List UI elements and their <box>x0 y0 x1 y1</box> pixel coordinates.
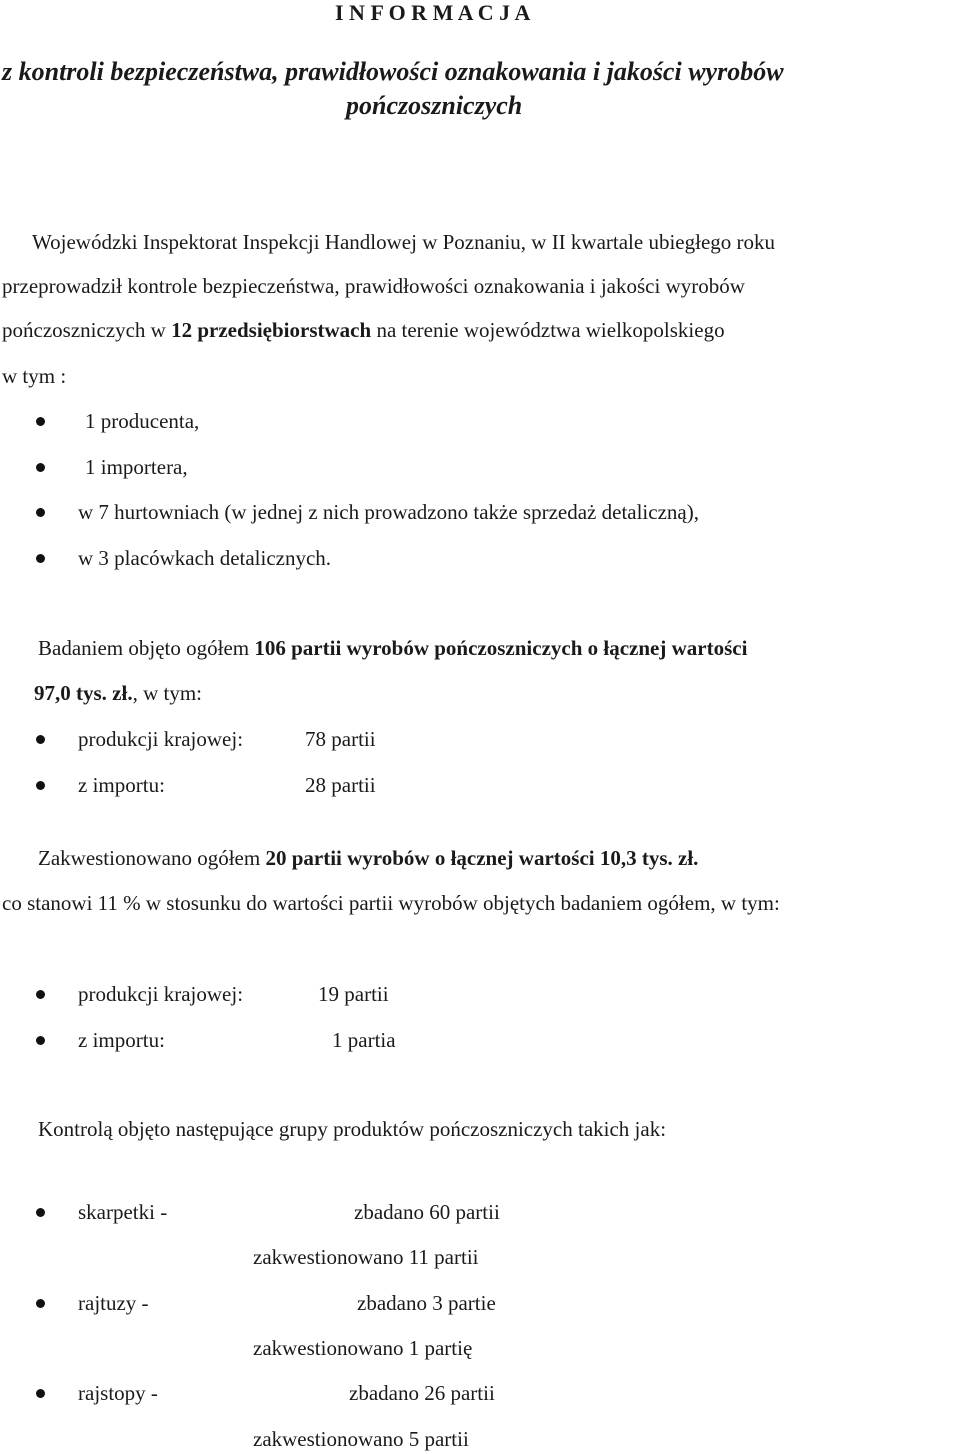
group-questioned: zakwestionowano 11 partii <box>253 1245 479 1269</box>
questioned-line-2: co stanowi 11 % w stosunku do wartości partii wyrobów objętych badaniem ogółem, w tym: <box>2 891 780 915</box>
intro-text: pończoszniczych w <box>2 318 172 342</box>
tested-import-value: 28 partii <box>305 773 376 797</box>
groups-intro: Kontrolą objęto następujące grupy produktów pończoszniczych takich jak: <box>38 1117 667 1141</box>
intro-line-2: przeprowadził kontrole bezpieczeństwa, prawidłowości oznakowania i jakości wyrobów <box>2 274 745 298</box>
tested-line-1 <box>38 635 747 661</box>
entity-item: w 3 placówkach detalicznych. <box>78 546 332 570</box>
intro-enterprises-count: 12 przedsiębiorstwach <box>171 318 372 342</box>
bullet <box>36 781 45 790</box>
group-questioned: zakwestionowano 1 partię <box>253 1336 473 1360</box>
bullet <box>36 1299 45 1308</box>
tested-text: Badaniem objęto ogółem <box>38 636 255 660</box>
intro-line-3 <box>2 317 725 343</box>
group-tested: zbadano 60 partii <box>354 1200 500 1224</box>
tested-domestic-value: 78 partii <box>305 727 376 751</box>
questioned-text: Zakwestionowano ogółem <box>38 846 266 870</box>
heading-line-2: pończoszniczych <box>346 91 523 120</box>
intro-region: na terenie województwa wielkopolskiego <box>371 318 725 342</box>
group-name: rajtuzy - <box>78 1291 149 1315</box>
group-tested: zbadano 26 partii <box>349 1381 495 1405</box>
bullet <box>36 1208 45 1217</box>
tested-value: 97,0 tys. zł. <box>34 681 133 705</box>
document-title: I N F O R M A C J A <box>335 0 531 25</box>
bullet <box>36 735 45 744</box>
tested-suffix: , w tym: <box>132 681 202 705</box>
questioned-line-1 <box>38 845 698 871</box>
bullet <box>36 1036 45 1045</box>
group-name: skarpetki - <box>78 1200 168 1224</box>
bullet <box>36 1389 45 1398</box>
intro-line-1: Wojewódzki Inspektorat Inspekcji Handlowej w Poznaniu, w II kwartale ubiegłego roku <box>32 230 776 254</box>
entity-item: w 7 hurtowniach (w jednej z nich prowadzono także sprzedaż detaliczną), <box>78 500 699 524</box>
bullet <box>36 463 45 472</box>
questioned-domestic-value: 19 partii <box>318 982 389 1006</box>
questioned-import-value: 1 partia <box>332 1028 396 1052</box>
intro-line-4: w tym : <box>2 364 67 388</box>
tested-line-2 <box>34 680 202 706</box>
bullet <box>36 990 45 999</box>
questioned-import-label: z importu: <box>78 1028 165 1052</box>
group-questioned: zakwestionowano 5 partii <box>253 1427 469 1451</box>
tested-import-label: z importu: <box>78 773 165 797</box>
tested-domestic-label: produkcji krajowej: <box>78 727 244 751</box>
heading-line-1: z kontroli bezpieczeństwa, prawidłowości oznakowania i jakości wyrobów <box>2 57 784 86</box>
questioned-domestic-label: produkcji krajowej: <box>78 982 244 1006</box>
group-name: rajstopy - <box>78 1381 158 1405</box>
bullet <box>36 508 45 517</box>
tested-summary: 106 partii wyrobów pończoszniczych o łącznej wartości <box>254 636 748 660</box>
group-tested: zbadano 3 partie <box>357 1291 496 1315</box>
entity-item: 1 producenta, <box>85 409 200 433</box>
questioned-summary: 20 partii wyrobów o łącznej wartości 10,3 tys. zł. <box>265 846 699 870</box>
bullet <box>36 554 45 563</box>
entity-item: 1 importera, <box>85 455 188 479</box>
bullet <box>36 417 45 426</box>
